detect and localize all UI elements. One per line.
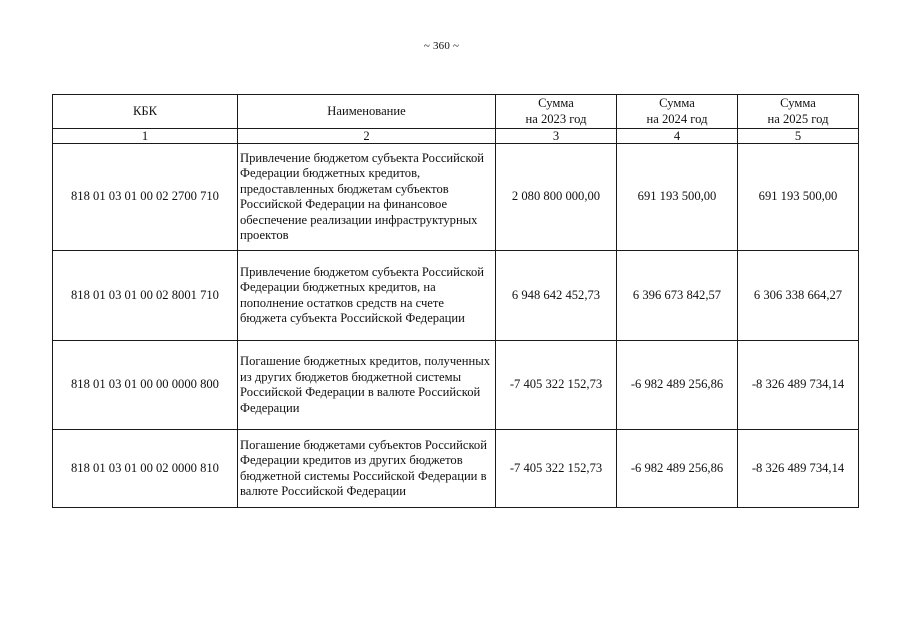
sum-2024-cell: -6 982 489 256,86 (617, 341, 738, 430)
table-row (53, 341, 859, 430)
header-kbk: КБК (53, 95, 238, 129)
header-sum-2023 (496, 95, 617, 129)
sum-2024-cell: 6 396 673 842,57 (617, 251, 738, 341)
sum-2023-cell: -7 405 322 152,73 (496, 341, 617, 430)
kbk-cell: 818 01 03 01 00 02 2700 710 (53, 144, 238, 251)
column-number-2: 2 (238, 129, 496, 144)
sum-2025-cell: -8 326 489 734,14 (738, 341, 859, 430)
name-cell: Погашение бюджетами субъектов Российской Федерации кредитов из других бюджетов бюджетной системы Российской Федерации в валюте Российской Федерации (238, 430, 496, 508)
kbk-cell: 818 01 03 01 00 00 0000 800 (53, 341, 238, 430)
column-number-1: 1 (53, 129, 238, 144)
sum-2023-cell: 2 080 800 000,00 (496, 144, 617, 251)
table-row (53, 430, 859, 508)
kbk-cell: 818 01 03 01 00 02 0000 810 (53, 430, 238, 508)
header-sum-2023-line2: на 2023 год (525, 111, 587, 126)
name-cell: Привлечение бюджетом субъекта Российской Федерации бюджетных кредитов, на пополнение остатков средств на счете бюджета субъекта Российской Федерации (238, 251, 496, 341)
budget-table (52, 94, 859, 508)
table-row (53, 144, 859, 251)
name-cell: Погашение бюджетных кредитов, полученных из других бюджетов бюджетной системы Российской Федерации в валюте Российской Федерации (238, 341, 496, 430)
header-sum-2025-line1: Сумма (780, 96, 816, 110)
kbk-cell: 818 01 03 01 00 02 8001 710 (53, 251, 238, 341)
sum-2025-cell: 691 193 500,00 (738, 144, 859, 251)
sum-2025-cell: 6 306 338 664,27 (738, 251, 859, 341)
column-number-5: 5 (738, 129, 859, 144)
column-number-4: 4 (617, 129, 738, 144)
column-number-3: 3 (496, 129, 617, 144)
column-number-row (53, 129, 859, 144)
header-sum-2024 (617, 95, 738, 129)
sum-2023-cell: -7 405 322 152,73 (496, 430, 617, 508)
header-sum-2025 (738, 95, 859, 129)
page-number: ~ 360 ~ (423, 40, 460, 52)
header-sum-2025-line2: на 2025 год (767, 111, 829, 126)
header-sum-2023-line1: Сумма (538, 96, 574, 110)
header-name: Наименование (238, 95, 496, 129)
sum-2023-cell: 6 948 642 452,73 (496, 251, 617, 341)
header-sum-2024-line1: Сумма (659, 96, 695, 110)
table-row (53, 251, 859, 341)
sum-2024-cell: -6 982 489 256,86 (617, 430, 738, 508)
name-cell: Привлечение бюджетом субъекта Российской Федерации бюджетных кредитов, предоставленных бюджетам субъектов Российской Федерации на финансовое обеспечение реализации инфраструктурных проектов (238, 144, 496, 251)
sum-2025-cell: -8 326 489 734,14 (738, 430, 859, 508)
header-sum-2024-line2: на 2024 год (646, 111, 708, 126)
sum-2024-cell: 691 193 500,00 (617, 144, 738, 251)
table-header-row (53, 95, 859, 129)
